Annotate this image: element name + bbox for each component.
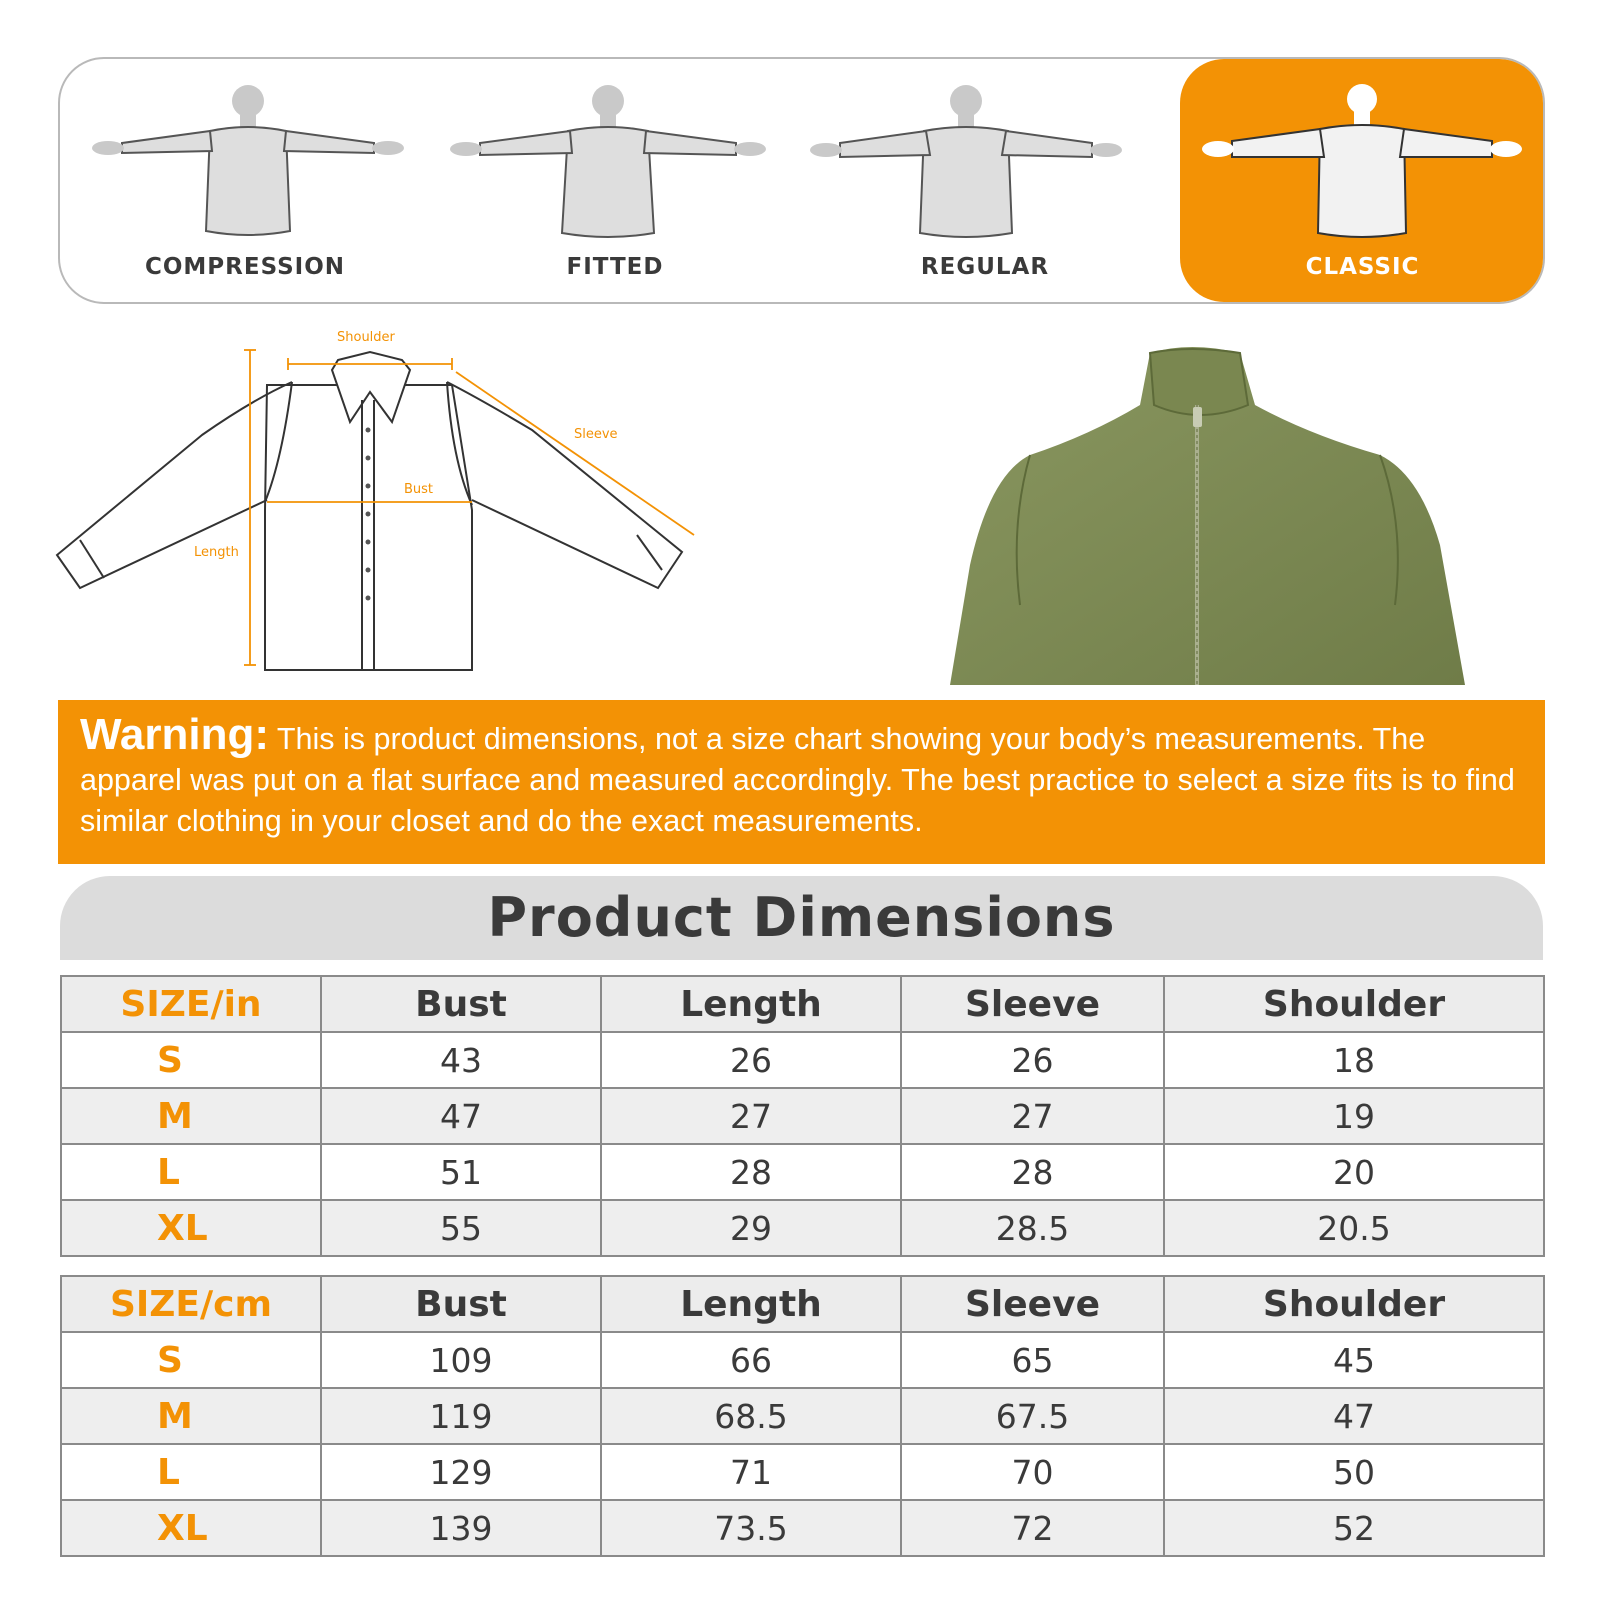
value-cell: 70 xyxy=(901,1444,1164,1500)
fit-selector xyxy=(58,57,1545,304)
product-dimensions-title: Product Dimensions xyxy=(60,876,1543,960)
fit-label: REGULAR xyxy=(920,254,1050,280)
unit-header: SIZE/cm xyxy=(61,1276,321,1332)
compression-figure-icon xyxy=(60,71,430,251)
value-cell: 19 xyxy=(1164,1088,1544,1144)
value-cell: 55 xyxy=(321,1200,601,1256)
column-header: Bust xyxy=(321,976,601,1032)
size-cell: XL xyxy=(61,1500,321,1556)
size-cell: M xyxy=(61,1088,321,1144)
value-cell: 119 xyxy=(321,1388,601,1444)
fit-option-regular xyxy=(800,59,1170,302)
fit-option-classic xyxy=(1180,59,1545,302)
classic-figure-icon xyxy=(1180,71,1545,251)
value-cell: 28 xyxy=(601,1144,901,1200)
size-cell: L xyxy=(61,1144,321,1200)
fitted-figure-icon xyxy=(430,71,800,251)
fit-label: FITTED xyxy=(566,254,664,280)
size-table-cm xyxy=(60,1275,1545,1557)
jacket-photo xyxy=(950,345,1500,685)
value-cell: 73.5 xyxy=(601,1500,901,1556)
column-header: Length xyxy=(601,1276,901,1332)
value-cell: 27 xyxy=(601,1088,901,1144)
table-row xyxy=(61,1500,1544,1556)
value-cell: 129 xyxy=(321,1444,601,1500)
size-cell: L xyxy=(61,1444,321,1500)
value-cell: 47 xyxy=(1164,1388,1544,1444)
length-label: Length xyxy=(194,545,239,560)
value-cell: 65 xyxy=(901,1332,1164,1388)
size-cell: M xyxy=(61,1388,321,1444)
value-cell: 47 xyxy=(321,1088,601,1144)
value-cell: 18 xyxy=(1164,1032,1544,1088)
value-cell: 20 xyxy=(1164,1144,1544,1200)
column-header: Shoulder xyxy=(1164,1276,1544,1332)
fit-label: COMPRESSION xyxy=(144,254,346,280)
fit-label: CLASSIC xyxy=(1305,254,1420,280)
value-cell: 72 xyxy=(901,1500,1164,1556)
value-cell: 26 xyxy=(901,1032,1164,1088)
value-cell: 28 xyxy=(901,1144,1164,1200)
value-cell: 45 xyxy=(1164,1332,1544,1388)
fit-option-fitted xyxy=(430,59,800,302)
value-cell: 67.5 xyxy=(901,1388,1164,1444)
column-header: Sleeve xyxy=(901,976,1164,1032)
unit-header: SIZE/in xyxy=(61,976,321,1032)
value-cell: 27 xyxy=(901,1088,1164,1144)
fit-option-compression xyxy=(60,59,430,302)
column-header: Length xyxy=(601,976,901,1032)
table-row xyxy=(61,1032,1544,1088)
table-row xyxy=(61,1388,1544,1444)
column-header: Bust xyxy=(321,1276,601,1332)
column-header: Shoulder xyxy=(1164,976,1544,1032)
value-cell: 20.5 xyxy=(1164,1200,1544,1256)
shoulder-label: Shoulder xyxy=(337,330,395,345)
value-cell: 66 xyxy=(601,1332,901,1388)
value-cell: 29 xyxy=(601,1200,901,1256)
size-cell: S xyxy=(61,1032,321,1088)
bust-label: Bust xyxy=(404,482,434,497)
table-row xyxy=(61,1200,1544,1256)
table-header-row xyxy=(61,1276,1544,1332)
warning-box xyxy=(58,700,1545,864)
table-row xyxy=(61,1332,1544,1388)
value-cell: 71 xyxy=(601,1444,901,1500)
size-table-inches xyxy=(60,975,1545,1257)
table-row xyxy=(61,1088,1544,1144)
warning-title: Warning: xyxy=(80,710,269,759)
warning-text: This is product dimensions, not a size chart showing your body’s measurements. The apparel was put on a flat surface and measured accordingly. The best practice to select a size fits is to find similar clothing in your closet and do the exact measurements. xyxy=(80,722,1515,838)
size-cell: S xyxy=(61,1332,321,1388)
value-cell: 139 xyxy=(321,1500,601,1556)
column-header: Sleeve xyxy=(901,1276,1164,1332)
value-cell: 43 xyxy=(321,1032,601,1088)
value-cell: 109 xyxy=(321,1332,601,1388)
table-header-row xyxy=(61,976,1544,1032)
table-row xyxy=(61,1444,1544,1500)
value-cell: 52 xyxy=(1164,1500,1544,1556)
value-cell: 26 xyxy=(601,1032,901,1088)
shirt-measurement-diagram xyxy=(52,330,732,690)
value-cell: 50 xyxy=(1164,1444,1544,1500)
value-cell: 51 xyxy=(321,1144,601,1200)
size-cell: XL xyxy=(61,1200,321,1256)
table-row xyxy=(61,1144,1544,1200)
regular-figure-icon xyxy=(800,71,1170,251)
sleeve-label: Sleeve xyxy=(574,427,618,442)
value-cell: 28.5 xyxy=(901,1200,1164,1256)
value-cell: 68.5 xyxy=(601,1388,901,1444)
